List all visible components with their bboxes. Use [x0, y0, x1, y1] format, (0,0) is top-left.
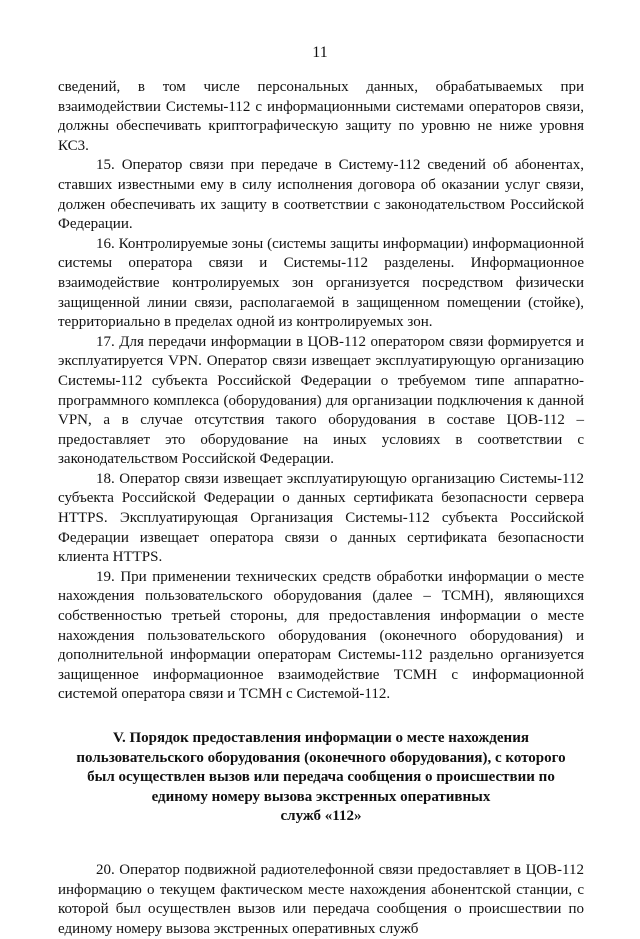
section-heading-line: единому номеру вызова экстренных оперативных [151, 788, 491, 805]
paragraph-19: 19. При применении технических средств обработки информации о месте нахождения пользовательского оборудования (далее – ТСМН), являющихся собственностью третьей стороны, для предоставления информации о месте нахождения пользовательского оборудования (оконечного оборудования) и дополнительной информации операторам Системы-112 раздельно организуется защищенное информационное взаимодействие ТСМН с информационной системой оператора связи и ТСМН с Системой-112. [58, 568, 584, 703]
section-heading [58, 729, 584, 827]
paragraph-15: 15. Оператор связи при передаче в Систему-112 сведений об абонентах, ставших известными ему в силу исполнения договора об оказании услуг связи, должен обеспечивать их защиту в соответствии с законодательством Российской Федерации. [58, 157, 584, 233]
document-body [58, 78, 584, 939]
paragraph-18: 18. Оператор связи извещает эксплуатирующую организацию Системы-112 субъекта Российской Федерации о данных сертификата безопасности сервера HTTPS. Эксплуатирующая Организация Системы-112 субъекта Российской Федерации извещает оператора связи о данных сертификата безопасности клиента HTTPS. [58, 470, 584, 566]
page-number: 11 [312, 44, 328, 61]
paragraph-continuation: сведений, в том числе персональных данных, обрабатываемых при взаимодействии Системы-112 с информационными системами операторов связи, должны обеспечивать криптографическую защиту по уровню не ниже уровня КС3. [58, 79, 584, 154]
paragraph-20: 20. Оператор подвижной радиотелефонной связи предоставляет в ЦОВ-112 информацию о текущем фактическом месте нахождения абонентской станции, с которой был осуществлен вызов или передача сообщения о происшествии по единому номеру вызова экстренных оперативных служб [58, 861, 584, 937]
section-heading-line: пользовательского оборудования (оконечного оборудования), с которого [76, 749, 566, 766]
section-heading-line: был осуществлен вызов или передача сообщения о происшествии по [87, 769, 555, 786]
section-heading-line: служб «112» [280, 808, 362, 825]
paragraph-17: 17. Для передачи информации в ЦОВ-112 оператором связи формируется и эксплуатируется VPN. Оператор связи извещает эксплуатирующую организацию Системы-112 субъекта Российской Федерации о требуемом типе аппаратно-программного комплекса (оборудования) для организации подключения к данной VPN, а в случае отсутствия такого оборудования в составе ЦОВ-112 – предоставляет это оборудование на иных условиях в соответствии с законодательством Российской Федерации. [58, 333, 584, 468]
section-heading-line: V. Порядок предоставления информации о месте нахождения [113, 730, 529, 746]
paragraph-16: 16. Контролируемые зоны (системы защиты информации) информационной системы оператора связи и Системы-112 разделены. Информационное взаимодействие контролируемых зон организуется посредством физически защищенной линии связи, располагаемой в защищенном помещении (стойке), территориально в пределах одной из контролируемых зон. [58, 235, 584, 331]
